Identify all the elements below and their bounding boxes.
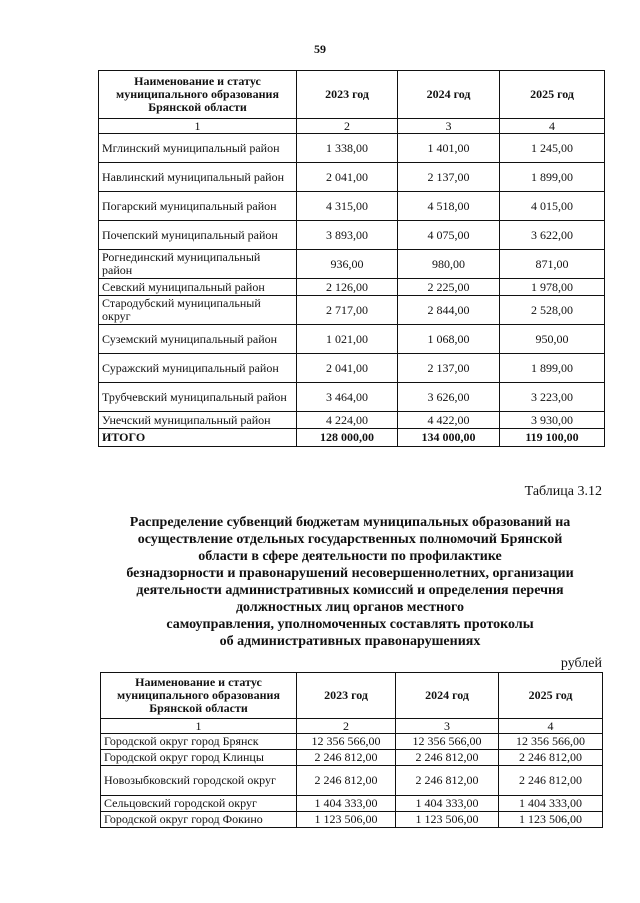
value-2023: 4 224,00 <box>297 412 398 429</box>
value-2024: 1 068,00 <box>398 325 500 354</box>
value-2025: 1 123 506,00 <box>499 812 603 828</box>
title-line: осуществление отдельных государственных полномочий Брянской <box>137 532 563 547</box>
total-row <box>99 429 605 447</box>
value-2025: 12 356 566,00 <box>499 734 603 750</box>
value-2024: 1 401,00 <box>398 134 500 163</box>
value-2023: 2 246 812,00 <box>297 766 396 796</box>
municipality-name: Стародубский муниципальный округ <box>99 296 297 325</box>
value-2024: 2 246 812,00 <box>396 766 499 796</box>
title-line: области в сфере деятельности по профилактике <box>198 549 502 564</box>
table-row <box>99 163 605 192</box>
table-header-row <box>101 673 603 719</box>
value-2023: 1 021,00 <box>297 325 398 354</box>
table-row <box>101 812 603 828</box>
column-header-2024: 2024 год <box>398 71 500 119</box>
municipality-name: Новозыбковский городской округ <box>101 766 297 796</box>
title-line: деятельности административных комиссий и определения перечня <box>136 583 564 598</box>
municipality-name: Севский муниципальный район <box>99 279 297 296</box>
section-title <box>100 514 600 650</box>
value-2023: 2 717,00 <box>297 296 398 325</box>
value-2025: 1 899,00 <box>500 163 605 192</box>
column-header-2023: 2023 год <box>297 71 398 119</box>
value-2023: 2 246 812,00 <box>297 750 396 766</box>
column-header-2023: 2023 год <box>297 673 396 719</box>
table-row <box>99 192 605 221</box>
column-index: 2 <box>297 719 396 734</box>
column-header-2024: 2024 год <box>396 673 499 719</box>
title-line: должностных лиц органов местного <box>235 600 465 615</box>
value-2025: 1 245,00 <box>500 134 605 163</box>
value-2025: 2 246 812,00 <box>499 766 603 796</box>
page-number: 59 <box>314 42 326 56</box>
value-2023: 1 123 506,00 <box>297 812 396 828</box>
table-caption: Таблица 3.12 <box>524 484 602 499</box>
municipality-name: Сельцовский городской округ <box>101 796 297 812</box>
value-2023: 12 356 566,00 <box>297 734 396 750</box>
value-2024: 1 404 333,00 <box>396 796 499 812</box>
total-2024: 134 000,00 <box>398 429 500 447</box>
value-2023: 1 404 333,00 <box>297 796 396 812</box>
table-row <box>101 796 603 812</box>
municipality-name: Городской округ город Клинцы <box>101 750 297 766</box>
value-2025: 950,00 <box>500 325 605 354</box>
value-2025: 1 978,00 <box>500 279 605 296</box>
table-header-row <box>99 71 605 119</box>
value-2023: 4 315,00 <box>297 192 398 221</box>
column-index: 3 <box>398 119 500 134</box>
total-2025: 119 100,00 <box>500 429 605 447</box>
unit-label: рублей <box>560 656 602 671</box>
table-row <box>99 279 605 296</box>
municipality-name: Погарский муниципальный район <box>99 192 297 221</box>
title-line: об административных правонарушениях <box>219 634 481 649</box>
table-row <box>99 325 605 354</box>
value-2024: 4 075,00 <box>398 221 500 250</box>
value-2025: 2 528,00 <box>500 296 605 325</box>
municipality-name: Суражский муниципальный район <box>99 354 297 383</box>
value-2024: 2 246 812,00 <box>396 750 499 766</box>
municipality-name: Суземский муниципальный район <box>99 325 297 354</box>
municipality-name: Городской округ город Брянск <box>101 734 297 750</box>
value-2024: 2 137,00 <box>398 163 500 192</box>
value-2025: 3 622,00 <box>500 221 605 250</box>
total-2023: 128 000,00 <box>297 429 398 447</box>
column-index-row <box>99 119 605 134</box>
table-row <box>99 134 605 163</box>
table-row <box>101 734 603 750</box>
column-index: 4 <box>500 119 605 134</box>
table-row <box>99 250 605 279</box>
value-2024: 12 356 566,00 <box>396 734 499 750</box>
municipality-name: Рогнединский муниципальный район <box>99 250 297 279</box>
column-index: 1 <box>99 119 297 134</box>
municipality-name: Городской округ город Фокино <box>101 812 297 828</box>
value-2025: 871,00 <box>500 250 605 279</box>
column-header-2025: 2025 год <box>500 71 605 119</box>
value-2024: 2 137,00 <box>398 354 500 383</box>
title-line: самоуправления, уполномоченных составлять протоколы <box>166 617 534 632</box>
value-2023: 1 338,00 <box>297 134 398 163</box>
subvention-table-previous <box>98 70 605 447</box>
value-2025: 4 015,00 <box>500 192 605 221</box>
column-index: 3 <box>396 719 499 734</box>
title-line: Распределение субвенций бюджетам муниципальных образований на <box>129 515 571 530</box>
municipality-name: Почепский муниципальный район <box>99 221 297 250</box>
value-2024: 4 422,00 <box>398 412 500 429</box>
value-2024: 980,00 <box>398 250 500 279</box>
column-index: 4 <box>499 719 603 734</box>
value-2024: 1 123 506,00 <box>396 812 499 828</box>
table-row <box>101 766 603 796</box>
total-label: ИТОГО <box>99 429 297 447</box>
value-2024: 2 225,00 <box>398 279 500 296</box>
table-row <box>99 296 605 325</box>
value-2024: 4 518,00 <box>398 192 500 221</box>
value-2023: 3 893,00 <box>297 221 398 250</box>
value-2025: 3 930,00 <box>500 412 605 429</box>
table-row <box>99 354 605 383</box>
value-2023: 2 126,00 <box>297 279 398 296</box>
value-2023: 2 041,00 <box>297 163 398 192</box>
value-2023: 3 464,00 <box>297 383 398 412</box>
subvention-table-3-12 <box>100 672 603 828</box>
table-row <box>101 750 603 766</box>
municipality-name: Трубчевский муниципальный район <box>99 383 297 412</box>
column-header-2025: 2025 год <box>499 673 603 719</box>
table-row <box>99 383 605 412</box>
value-2024: 3 626,00 <box>398 383 500 412</box>
column-header-name: Наименование и статус муниципального образования Брянской области <box>101 673 297 719</box>
title-line: безнадзорности и правонарушений несовершеннолетних, организации <box>126 566 574 581</box>
value-2023: 936,00 <box>297 250 398 279</box>
value-2025: 1 899,00 <box>500 354 605 383</box>
column-index: 2 <box>297 119 398 134</box>
municipality-name: Мглинский муниципальный район <box>99 134 297 163</box>
table-row <box>99 412 605 429</box>
municipality-name: Унечский муниципальный район <box>99 412 297 429</box>
value-2024: 2 844,00 <box>398 296 500 325</box>
column-index-row <box>101 719 603 734</box>
table-row <box>99 221 605 250</box>
column-index: 1 <box>101 719 297 734</box>
value-2025: 3 223,00 <box>500 383 605 412</box>
column-header-name: Наименование и статус муниципального образования Брянской области <box>99 71 297 119</box>
value-2025: 2 246 812,00 <box>499 750 603 766</box>
value-2025: 1 404 333,00 <box>499 796 603 812</box>
value-2023: 2 041,00 <box>297 354 398 383</box>
municipality-name: Навлинский муниципальный район <box>99 163 297 192</box>
